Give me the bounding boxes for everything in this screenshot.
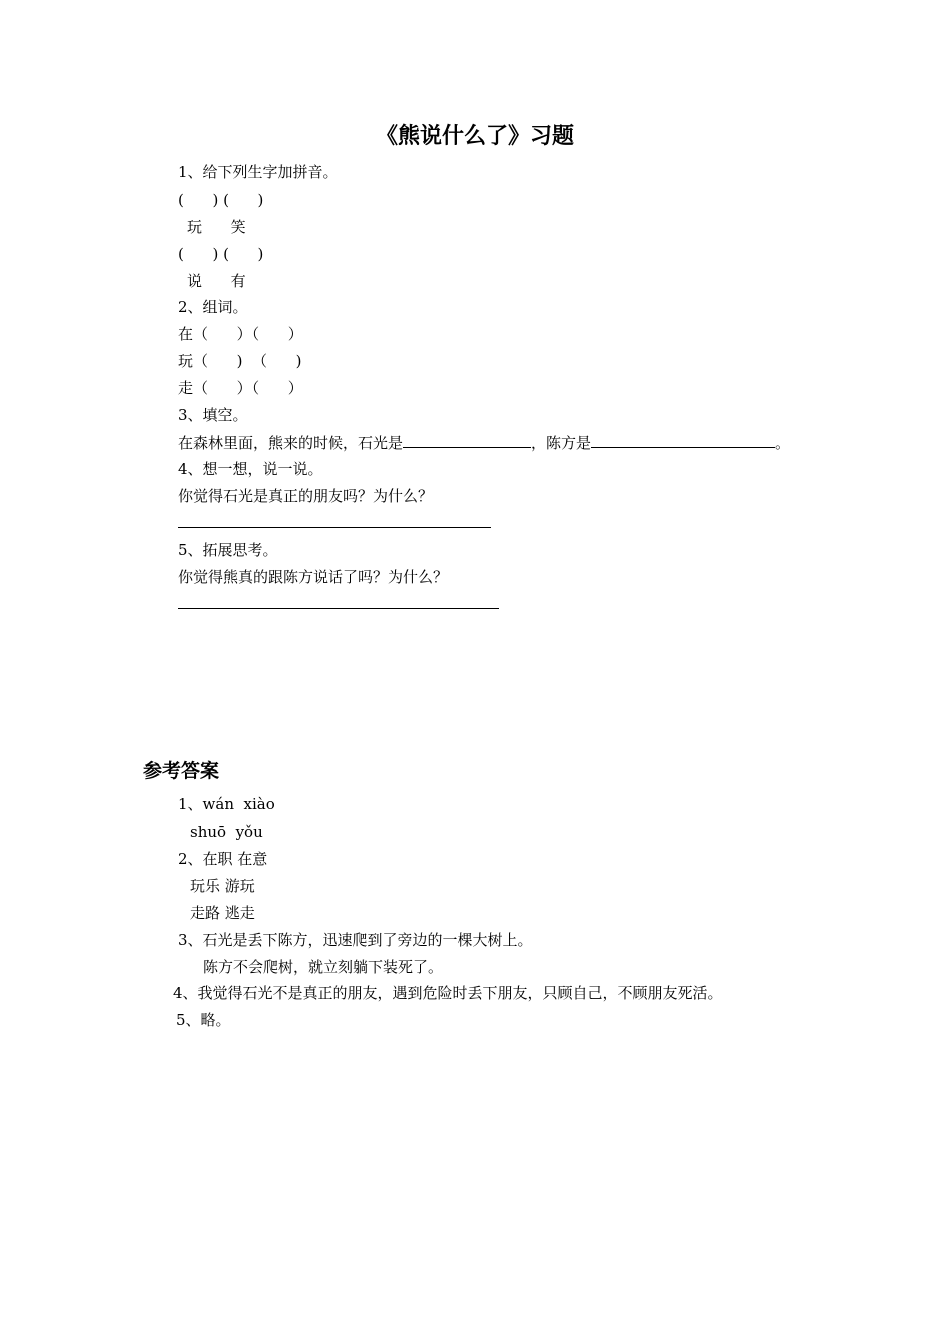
q4-answer-line[interactable] [178,527,491,528]
q1-pinyin-brackets-2: ( ) ( ) [178,245,264,263]
answer-2-line-3: 走路 逃走 [190,904,255,922]
q2-heading: 2、组词。 [178,298,248,316]
q1-chars-2: 说 有 [187,272,246,290]
q1-pinyin-brackets-1: ( ) ( ) [178,191,264,209]
q3-text-before: 在森林里面，熊来的时候，石光是 [178,434,404,452]
q3-blank-2[interactable] [591,432,775,448]
q3-heading: 3、填空。 [178,406,248,424]
q4-heading: 4、想一想，说一说。 [178,460,323,478]
answers-title: 参考答案 [143,760,220,782]
q5-heading: 5、拓展思考。 [178,541,278,559]
answer-2-line-2: 玩乐 游玩 [190,877,255,895]
q5-answer-line[interactable] [178,608,499,609]
q1-chars-1: 玩 笑 [187,218,246,236]
q2-line-3: 走（ ）（ ） [178,379,303,397]
q1-heading: 1、给下列生字加拼音。 [178,163,338,181]
q3-text-after: 。 [775,434,791,452]
answer-5: 5、略。 [176,1011,231,1029]
answer-3-line-1: 3、石光是丢下陈方，迅速爬到了旁边的一棵大树上。 [178,931,533,949]
q3-blank-1[interactable] [403,432,531,448]
q5-question: 你觉得熊真的跟陈方说话了吗？为什么？ [178,568,449,586]
answer-2-line-1: 2、在职 在意 [178,850,268,868]
answer-1-line-2: shuō yǒu [190,823,263,841]
q3-text-middle: ，陈方是 [531,434,592,452]
q2-line-2: 玩（ ) （ ) [178,352,302,370]
page-title: 《熊说什么了》习题 [375,124,574,149]
answer-1-line-1: 1、wán xiào [178,795,275,813]
q2-line-1: 在（ ）（ ） [178,325,303,343]
answer-4: 4、我觉得石光不是真正的朋友，遇到危险时丢下朋友，只顾自己，不顾朋友死活。 [173,984,723,1002]
q3-fill-sentence [178,432,790,453]
answer-3-line-2: 陈方不会爬树，就立刻躺下装死了。 [203,958,444,976]
q4-question: 你觉得石光是真正的朋友吗？为什么？ [178,487,434,505]
